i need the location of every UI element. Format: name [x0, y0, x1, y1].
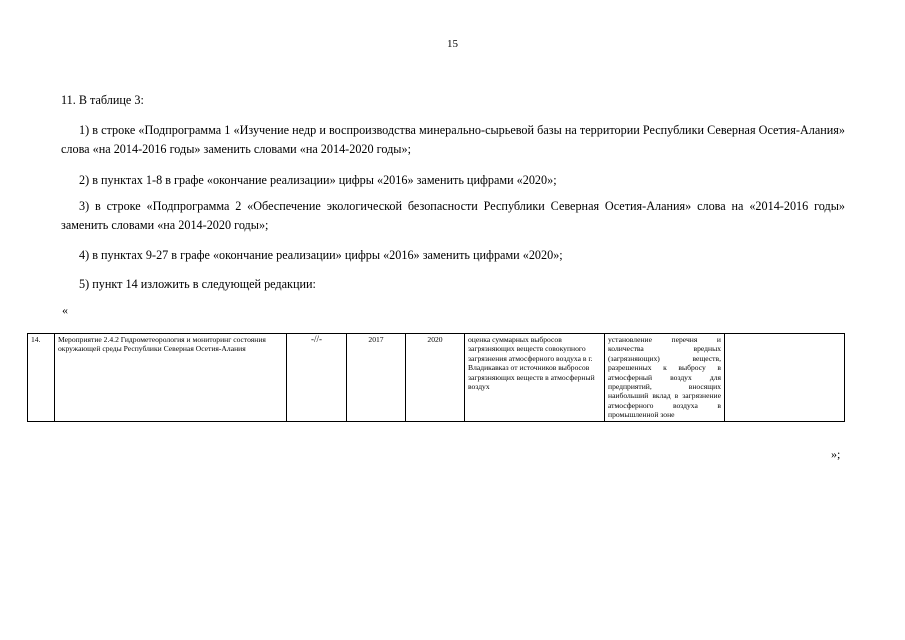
cell-executor: -//-	[287, 334, 347, 422]
amendment-item-1: 1) в строке «Подпрограмма 1 «Изучение недр и воспроизводства минерально-сырьевой базы на территории Республики Северная Осетия-Алания» слова «на 2014-2016 годы» заменить словами «на 2014-2020 годы»;	[61, 123, 845, 156]
table-row	[28, 334, 845, 422]
amendment-item-3: 3) в строке «Подпрограмма 2 «Обеспечение экологической безопасности Республики Северная Осетия-Алания» слова на «2014-2016 годы» заменить словами «на 2014-2020 годы»;	[61, 199, 845, 232]
cell-program-link	[725, 334, 845, 422]
cell-expected-result: оценка суммарных выбросов загрязняющих веществ совокупного загрязнения атмосферного воздуха в г. Владикавказ от источников выбросов загрязняющих веществ в атмосферный воздух	[465, 334, 605, 422]
amendment-item-5: 5) пункт 14 изложить в следующей редакции:	[79, 277, 316, 291]
amendment-item-2: 2) в пунктах 1-8 в графе «окончание реализации» цифры «2016» заменить цифрами «2020»;	[79, 173, 557, 187]
closing-quote: »;	[831, 447, 841, 461]
opening-quote: «	[62, 303, 68, 317]
amendment-item-4: 4) в пунктах 9-27 в графе «окончание реализации» цифры «2016» заменить цифрами «2020»;	[79, 248, 563, 262]
amendment-heading: 11. В таблице 3:	[61, 93, 144, 107]
cell-end-year: 2020	[406, 334, 465, 422]
cell-activity-name: Мероприятие 2.4.2 Гидрометеорология и мониторинг состояния окружающей среды Республики Северная Осетия-Алания	[55, 334, 287, 422]
cell-start-year: 2017	[347, 334, 406, 422]
cell-indicator: установление перечня и количества вредных (загрязняющих) веществ, разрешенных к выбросу в атмосферный воздух для предприятий, вносящих наибольший вклад в загрязнение атмосферного воздуха в промышленной зоне	[605, 334, 725, 422]
amendment-table	[27, 333, 845, 422]
cell-number: 14.	[28, 334, 55, 422]
page-number: 15	[447, 38, 458, 50]
